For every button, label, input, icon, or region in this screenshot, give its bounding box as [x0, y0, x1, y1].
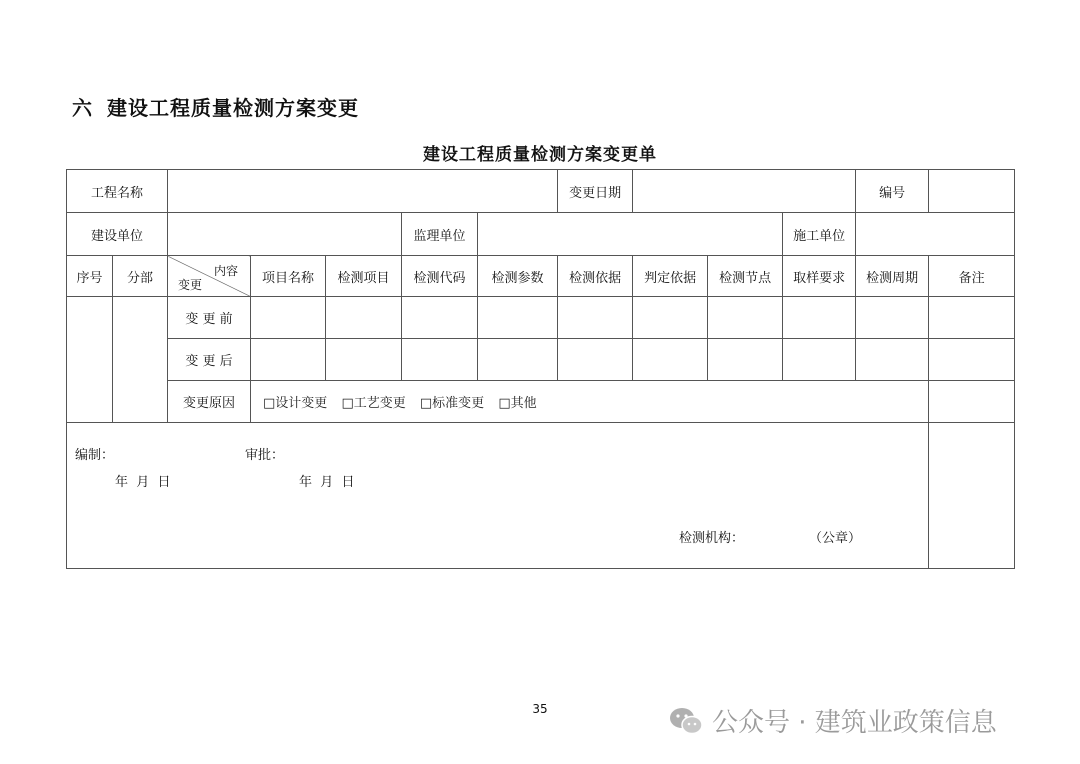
cell[interactable] — [929, 339, 1015, 381]
division-cell[interactable] — [113, 297, 168, 423]
watermark — [668, 702, 997, 739]
construction-unit-field[interactable] — [168, 213, 402, 256]
remark-header: 备注 — [929, 256, 1015, 297]
col-header: 判定依据 — [633, 256, 708, 297]
col-header: 检测依据 — [558, 256, 633, 297]
supervision-unit-label: 监理单位 — [402, 213, 478, 256]
cell[interactable] — [633, 339, 708, 381]
reason-label: 变更原因 — [168, 381, 251, 423]
col-header: 检测项目 — [326, 256, 402, 297]
change-date-label: 变更日期 — [558, 170, 633, 213]
division-header: 分部 — [113, 256, 168, 297]
remark-cell[interactable] — [929, 381, 1015, 423]
row-after — [67, 339, 1015, 381]
cell[interactable] — [478, 339, 558, 381]
cell[interactable] — [708, 339, 783, 381]
reason-options — [251, 381, 929, 423]
prepared-date: 年 月 日 — [115, 475, 171, 490]
reason-other-checkbox[interactable]: □其他 — [498, 396, 537, 411]
change-form-table — [66, 169, 1015, 569]
row-reason — [67, 381, 1015, 423]
wechat-icon — [668, 706, 704, 736]
page-number: 35 — [532, 702, 548, 716]
cell[interactable] — [708, 297, 783, 339]
cell[interactable] — [783, 339, 856, 381]
section-title: 建设工程质量检测方案变更 — [107, 96, 359, 120]
approved-label: 审批： — [245, 448, 285, 463]
section-heading — [72, 92, 359, 121]
cell[interactable] — [558, 297, 633, 339]
signature-row — [67, 423, 1015, 569]
before-label: 变 更 前 — [168, 297, 251, 339]
cell[interactable] — [558, 339, 633, 381]
col-header: 检测代码 — [402, 256, 478, 297]
diagonal-header-cell — [168, 256, 251, 297]
builder-unit-label: 施工单位 — [783, 213, 856, 256]
cell[interactable] — [402, 339, 478, 381]
project-name-label: 工程名称 — [67, 170, 168, 213]
col-header: 检测参数 — [478, 256, 558, 297]
diag-change-label: 变更 — [178, 278, 203, 292]
cell[interactable] — [633, 297, 708, 339]
project-name-field[interactable] — [168, 170, 558, 213]
change-date-field[interactable] — [633, 170, 856, 213]
cell[interactable] — [326, 297, 402, 339]
cell[interactable] — [251, 297, 326, 339]
reason-standard-checkbox[interactable]: □标准变更 — [419, 396, 485, 411]
watermark-text: 公众号 · 建筑业政策信息 — [712, 708, 997, 738]
cell[interactable] — [251, 339, 326, 381]
form-title: 建设工程质量检测方案变更单 — [423, 145, 657, 165]
row-before — [67, 297, 1015, 339]
number-label: 编号 — [856, 170, 929, 213]
header-row — [67, 256, 1015, 297]
cell[interactable] — [326, 339, 402, 381]
cell[interactable] — [929, 297, 1015, 339]
prepared-label: 编制： — [75, 448, 115, 463]
seal-label: （公章） — [809, 531, 862, 546]
section-number: 六 — [72, 96, 93, 120]
supervision-unit-field[interactable] — [478, 213, 783, 256]
seq-header: 序号 — [67, 256, 113, 297]
cell[interactable] — [402, 297, 478, 339]
seq-cell[interactable] — [67, 297, 113, 423]
col-header: 检测节点 — [708, 256, 783, 297]
agency-label: 检测机构： — [679, 531, 745, 546]
signature-remark-cell[interactable] — [929, 423, 1015, 569]
cell[interactable] — [856, 297, 929, 339]
row-units — [67, 213, 1015, 256]
row-project — [67, 170, 1015, 213]
reason-design-checkbox[interactable]: □设计变更 — [263, 396, 328, 411]
cell[interactable] — [783, 297, 856, 339]
construction-unit-label: 建设单位 — [67, 213, 168, 256]
number-field[interactable] — [929, 170, 1015, 213]
signature-area — [67, 423, 929, 569]
after-label: 变 更 后 — [168, 339, 251, 381]
col-header: 项目名称 — [251, 256, 326, 297]
builder-unit-field[interactable] — [856, 213, 1015, 256]
col-header: 检测周期 — [856, 256, 929, 297]
cell[interactable] — [856, 339, 929, 381]
col-header: 取样要求 — [783, 256, 856, 297]
approved-date: 年 月 日 — [299, 475, 355, 490]
diag-content-label: 内容 — [214, 264, 239, 278]
reason-process-checkbox[interactable]: □工艺变更 — [341, 396, 406, 411]
cell[interactable] — [478, 297, 558, 339]
